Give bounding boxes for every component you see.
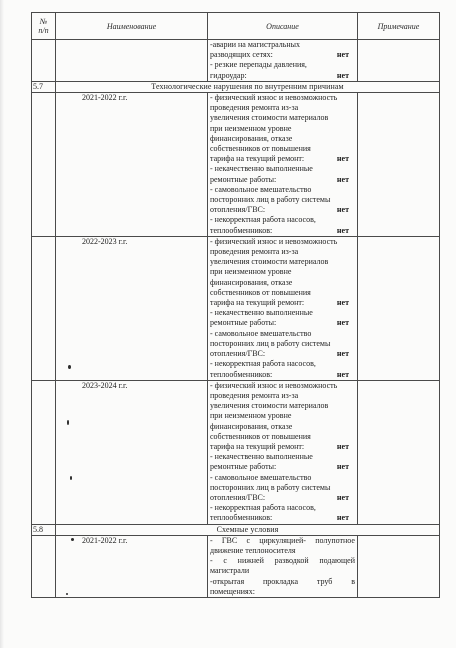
description-value: нет	[336, 462, 349, 472]
row-description	[208, 236, 358, 380]
row-num-cell	[32, 380, 56, 524]
row-num-cell	[32, 93, 56, 237]
description-line: собственников от повышения	[210, 287, 311, 297]
scan-speck	[71, 538, 74, 541]
row-year: 2022-2023 г.г.	[56, 236, 208, 380]
description-text: гидроудар:	[210, 70, 247, 80]
description-word: -	[210, 535, 213, 545]
carryover-row	[32, 40, 440, 82]
row-year: 2023-2024 г.г.	[56, 380, 208, 524]
scan-speck	[67, 420, 69, 425]
description-value: нет	[336, 70, 349, 80]
description-line	[210, 493, 355, 503]
description-word: труб	[316, 576, 333, 586]
description-line	[210, 298, 355, 308]
description-line: - некорректная работа насосов,	[210, 503, 316, 513]
description-line	[210, 536, 355, 546]
description-word: ГВС	[221, 535, 238, 545]
description-word: нижней	[237, 556, 264, 566]
description-line: собственников от повышения	[210, 431, 311, 441]
table-row	[32, 535, 440, 597]
description-line	[210, 370, 355, 380]
description-line: собственников от повышения	[210, 144, 311, 154]
table-row	[32, 93, 440, 237]
row-note	[358, 535, 440, 597]
description-line: - некачественно выполненные	[210, 308, 313, 318]
description-line	[210, 349, 355, 359]
description-line: при неизменном уровне	[210, 267, 292, 277]
description-line: проведения ремонта из-за	[210, 247, 299, 257]
table-row	[32, 236, 440, 380]
description-word: прокладка	[262, 576, 299, 586]
description-value: нет	[336, 225, 349, 235]
description-line: магистрали	[210, 566, 250, 576]
description-line: - самовольное вмешательство	[210, 328, 312, 338]
description-line	[210, 318, 355, 328]
row-year: 2021-2022 г.г.	[56, 535, 208, 597]
description-line	[210, 50, 355, 60]
description-text: тарифа на текущий ремонт:	[210, 154, 305, 164]
description-line	[210, 205, 355, 215]
description-value: нет	[336, 205, 349, 215]
scan-speck	[66, 593, 68, 595]
description-line: финансирования, отказе	[210, 421, 293, 431]
description-value: нет	[336, 369, 349, 379]
description-word: полупотное	[315, 535, 355, 545]
header-note: Примечание	[358, 13, 440, 40]
section-number: 5.8	[32, 524, 56, 535]
carryover-num	[32, 40, 56, 82]
table-body	[32, 40, 440, 598]
description-line	[210, 175, 355, 185]
description-line: проведения ремонта из-за	[210, 390, 299, 400]
table-header-row	[32, 13, 440, 40]
row-note	[358, 380, 440, 524]
description-line	[210, 226, 355, 236]
carryover-name	[56, 40, 208, 82]
description-line: - физический износ и невозможность	[210, 380, 338, 390]
description-word: с	[223, 556, 227, 566]
description-value: нет	[336, 174, 349, 184]
description-text: отопления/ГВС:	[210, 205, 266, 215]
description-value: нет	[336, 154, 349, 164]
description-line: финансирования, отказе	[210, 133, 293, 143]
description-text: теплообменников:	[210, 225, 273, 235]
description-line: - физический износ и невозможность	[210, 93, 338, 103]
description-text: разводящих сетях:	[210, 50, 273, 60]
description-line	[210, 577, 355, 587]
description-line: увеличения стоимости материалов	[210, 401, 329, 411]
description-line: движение теплоносителя	[210, 545, 296, 555]
description-line: увеличения стоимости материалов	[210, 257, 329, 267]
description-value: нет	[336, 298, 349, 308]
description-line: проведения ремонта из-за	[210, 103, 299, 113]
description-line: - резкие перепады давления,	[210, 60, 307, 70]
description-line: - некачественно выполненные	[210, 164, 313, 174]
carryover-note	[358, 40, 440, 82]
description-line: - некачественно выполненные	[210, 452, 313, 462]
description-text: отопления/ГВС:	[210, 492, 266, 502]
section-header-row	[32, 524, 440, 535]
description-value: нет	[336, 513, 349, 523]
description-text: ремонтные работы:	[210, 174, 277, 184]
description-line: при неизменном уровне	[210, 411, 292, 421]
description-text: теплообменников:	[210, 369, 273, 379]
row-num-cell	[32, 236, 56, 380]
header-name: Наименование	[56, 13, 208, 40]
description-line: увеличения стоимости материалов	[210, 113, 329, 123]
description-word: с	[246, 535, 250, 545]
row-description	[208, 380, 358, 524]
row-note	[358, 236, 440, 380]
description-word: -открытая	[210, 576, 245, 586]
row-description	[208, 535, 358, 597]
description-line: помещениях:	[210, 586, 255, 596]
description-line	[210, 513, 355, 523]
section-title: Схемные условия	[56, 524, 440, 535]
description-word: -	[210, 556, 213, 566]
row-year: 2021-2022 г.г.	[56, 93, 208, 237]
carryover-desc	[208, 40, 358, 82]
description-text: теплообменников:	[210, 513, 273, 523]
description-line: при неизменном уровне	[210, 123, 292, 133]
data-table	[31, 12, 440, 598]
table-row	[32, 380, 440, 524]
description-word: разводкой	[274, 556, 309, 566]
section-title: Технологические нарушения по внутренним причинам	[56, 81, 440, 92]
description-text: тарифа на текущий ремонт:	[210, 441, 305, 451]
description-text: ремонтные работы:	[210, 318, 277, 328]
description-value: нет	[336, 318, 349, 328]
header-num: № п/п	[32, 13, 56, 40]
description-line: посторонних лиц в работу системы	[210, 195, 331, 205]
row-note	[358, 93, 440, 237]
description-line: - самовольное вмешательство	[210, 184, 312, 194]
row-num-cell	[32, 535, 56, 597]
section-number: 5.7	[32, 81, 56, 92]
page-fold-shadow	[0, 0, 4, 648]
description-word: циркуляцией-	[259, 535, 306, 545]
description-line: - самовольное вмешательство	[210, 472, 312, 482]
description-word: в	[351, 576, 355, 586]
header-desc: Описание	[208, 13, 358, 40]
description-value: нет	[336, 492, 349, 502]
description-line: посторонних лиц в работу системы	[210, 338, 331, 348]
scan-speck	[70, 476, 72, 480]
description-line	[210, 556, 355, 566]
description-line: финансирования, отказе	[210, 277, 293, 287]
description-line	[210, 71, 355, 81]
description-line: -аварии на магистральных	[210, 40, 301, 49]
row-description	[208, 93, 358, 237]
description-value: нет	[336, 441, 349, 451]
description-line	[210, 462, 355, 472]
description-text: ремонтные работы:	[210, 462, 277, 472]
scan-speck	[68, 365, 71, 369]
description-word: подающей	[319, 556, 355, 566]
description-line: - некорректная работа насосов,	[210, 215, 316, 225]
description-text: тарифа на текущий ремонт:	[210, 298, 305, 308]
description-text: отопления/ГВС:	[210, 349, 266, 359]
description-value: нет	[336, 349, 349, 359]
section-header-row	[32, 81, 440, 92]
description-value: нет	[336, 50, 349, 60]
description-line: - некорректная работа насосов,	[210, 359, 316, 369]
description-line	[210, 442, 355, 452]
description-line: посторонних лиц в работу системы	[210, 482, 331, 492]
description-line: - физический износ и невозможность	[210, 236, 338, 246]
description-line	[210, 154, 355, 164]
